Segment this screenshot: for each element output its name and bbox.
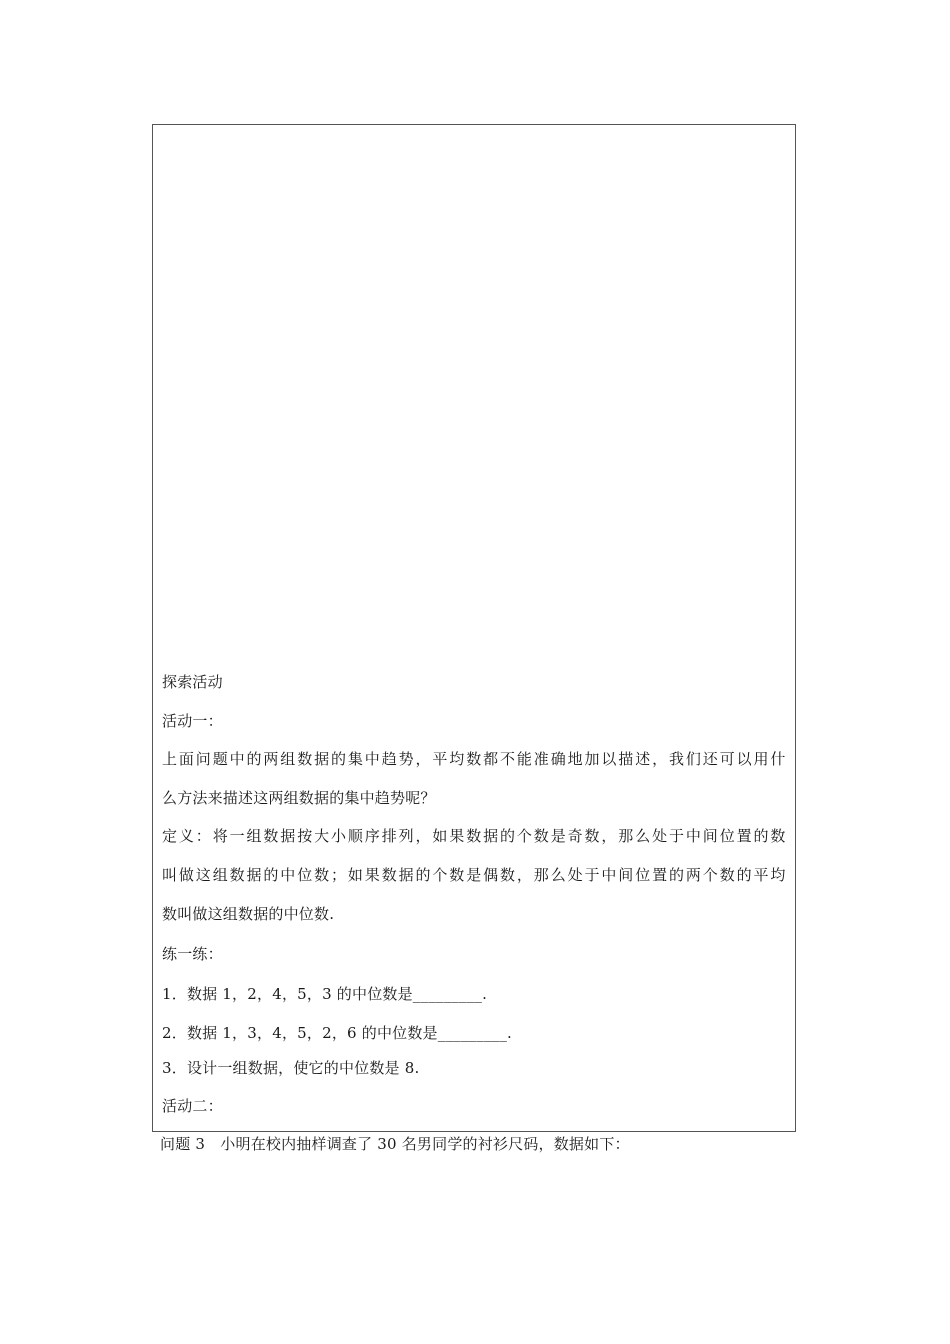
content-table-cell xyxy=(152,124,796,1132)
activity1-heading: 活动一： xyxy=(162,712,223,730)
definition-line-1: 定义：将一组数据按大小顺序排列，如果数据的个数是奇数，那么处于中间位置的数 xyxy=(162,827,788,845)
question-line-1: 上面问题中的两组数据的集中趋势，平均数都不能准确地加以描述，我们还可以用什 xyxy=(162,750,788,768)
definition-line-3: 数叫做这组数据的中位数. xyxy=(162,905,335,923)
section-title: 探索活动 xyxy=(162,673,223,691)
activity2-heading: 活动二： xyxy=(162,1097,223,1115)
definition-line-2: 叫做这组数据的中位数；如果数据的个数是偶数，那么处于中间位置的两个数的平均 xyxy=(162,866,788,884)
exercise-2: 2．数据 1，3，4，5，2，6 的中位数是_________. xyxy=(162,1024,513,1042)
exercise-3: 3．设计一组数据，使它的中位数是 8. xyxy=(162,1059,420,1077)
practice-heading: 练一练： xyxy=(162,945,223,963)
question-line-2: 么方法来描述这两组数据的集中趋势呢？ xyxy=(162,789,436,807)
question-3: 问题 3 小明在校内抽样调查了 30 名男同学的衬衫尺码，数据如下： xyxy=(160,1135,630,1153)
exercise-1: 1．数据 1，2，4，5，3 的中位数是_________. xyxy=(162,985,488,1003)
